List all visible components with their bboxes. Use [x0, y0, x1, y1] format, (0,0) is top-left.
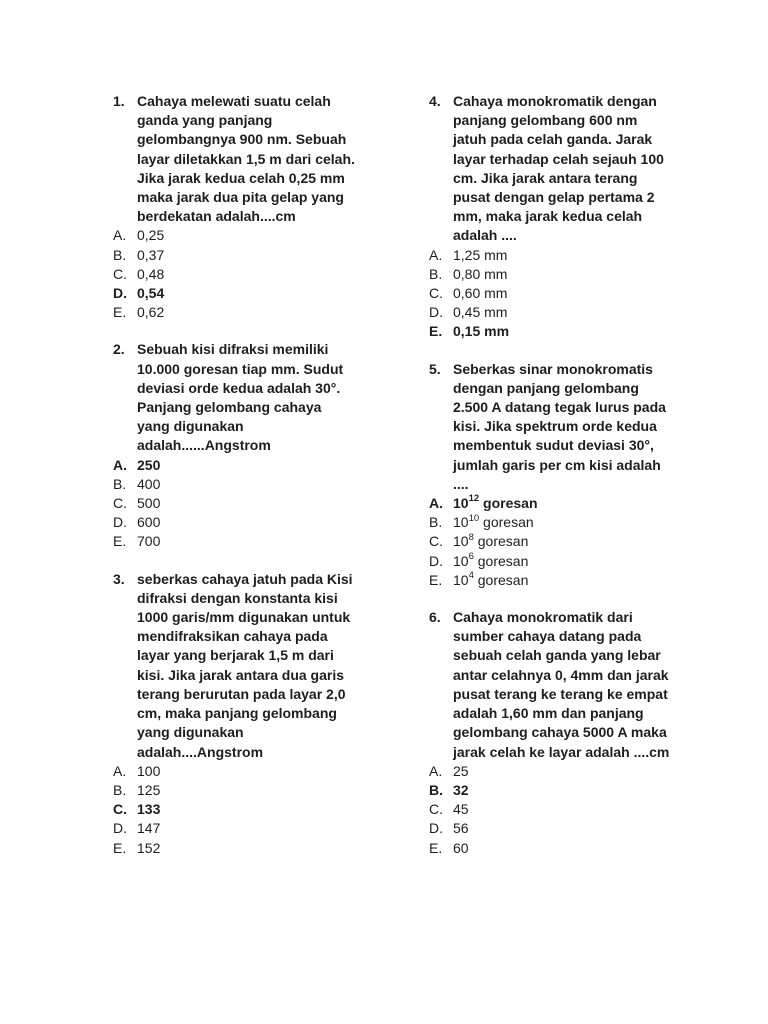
option-row-3e: [113, 839, 357, 858]
option-row-5d: [429, 552, 673, 571]
option-value-exponent: 10: [468, 512, 480, 524]
option-letter: A.: [429, 762, 443, 779]
option-row-4c: [429, 284, 673, 303]
option-value-base: 10: [453, 495, 469, 512]
question-2-head: [113, 340, 357, 455]
option-value-exponent: 4: [468, 570, 474, 582]
option-row-2d: [113, 513, 357, 532]
option-row-1a: [113, 226, 357, 245]
question-4: [429, 92, 673, 342]
option-value: 0,62: [137, 304, 165, 321]
option-letter: B.: [429, 265, 443, 282]
option-row-2a-correct: [113, 456, 357, 475]
option-row-5e: [429, 571, 673, 590]
option-value-base: 10: [453, 514, 469, 531]
option-letter: E.: [429, 571, 443, 588]
option-value: 32: [453, 781, 469, 798]
option-row-2b: [113, 475, 357, 494]
question-5: [429, 360, 673, 590]
option-value: 500: [137, 495, 161, 512]
option-row-4e-correct: [429, 322, 673, 341]
option-letter: D.: [113, 285, 127, 302]
option-letter: D.: [113, 514, 127, 531]
option-letter: D.: [113, 820, 127, 837]
question-5-head: [429, 360, 673, 494]
option-letter: B.: [113, 781, 127, 798]
option-letter: C.: [429, 533, 443, 550]
question-text: Cahaya monokromatik dari sumber cahaya datang pada sebuah celah ganda yang lebar antar celahnya 0, 4mm dan jarak pusat terang ke terang ke empat adalah 1,60 mm dan panjang gelombang cahaya 5000 A maka jarak celah ke layar adalah ....cm: [453, 609, 670, 760]
option-value-suffix: goresan: [473, 533, 529, 550]
question-3-head: [113, 570, 357, 762]
option-value: 600: [137, 514, 161, 531]
option-value-base: 10: [453, 552, 469, 569]
option-value-exponent: 6: [468, 551, 474, 563]
option-letter: B.: [429, 514, 443, 531]
question-6-head: [429, 608, 673, 762]
question-6: [429, 608, 673, 858]
option-value: 0,37: [137, 246, 165, 263]
question-1: [113, 92, 357, 322]
option-row-1b: [113, 246, 357, 265]
question-number: 6.: [429, 609, 441, 626]
question-text: Cahaya melewati suatu celah ganda yang panjang gelombangnya 900 nm. Sebuah layar diletakkan 1,5 m dari celah. Jika jarak kedua celah 0,25 mm maka jarak dua pita gelap yang berdekatan adalah....cm: [137, 93, 355, 225]
option-letter: C.: [429, 285, 443, 302]
option-value: 0,15 mm: [453, 323, 510, 340]
option-letter: E.: [113, 533, 127, 550]
option-value: 56: [453, 820, 469, 837]
question-number: 5.: [429, 360, 441, 377]
question-3: [113, 570, 357, 858]
question-number: 4.: [429, 93, 441, 109]
option-row-6d: [429, 819, 673, 838]
option-row-6e: [429, 839, 673, 858]
option-value: [453, 552, 673, 571]
option-letter: A.: [113, 227, 127, 244]
option-value: 0,80 mm: [453, 265, 508, 282]
option-row-3b: [113, 781, 357, 800]
option-letter: D.: [429, 304, 443, 321]
option-value: 1,25 mm: [453, 246, 508, 263]
option-letter: C.: [113, 801, 127, 818]
option-letter: C.: [113, 265, 127, 282]
option-value: 125: [137, 781, 161, 798]
option-value: 152: [137, 839, 161, 856]
option-row-2e: [113, 532, 357, 551]
option-value-base: 10: [453, 533, 469, 550]
option-value-suffix: goresan: [479, 495, 538, 512]
two-column-layout: [113, 92, 673, 876]
question-text: seberkas cahaya jatuh pada Kisi difraksi dengan konstanta kisi 1000 garis/mm digunakan untuk mendifraksikan cahaya pada layar yang berjarak 1,5 m dari kisi. Jika jarak antara dua garis terang berurutan pada layar 2,0 cm, maka panjang gelombang yang digunakan adalah....Angstrom: [137, 570, 353, 760]
option-row-5b: [429, 513, 673, 532]
option-value: 45: [453, 801, 469, 818]
option-letter: A.: [113, 762, 127, 779]
option-row-5c: [429, 532, 673, 551]
option-value: 0,60 mm: [453, 285, 508, 302]
option-value-base: 10: [453, 571, 469, 588]
option-value: 60: [453, 839, 469, 856]
option-letter: B.: [113, 475, 127, 492]
option-value: 25: [453, 762, 469, 779]
option-row-3a: [113, 762, 357, 781]
question-text: Seberkas sinar monokromatis dengan panjang gelombang 2.500 A datang tegak lurus pada kisi. Jika spektrum orde kedua membentuk sudut deviasi 30°, jumlah garis per cm kisi adalah ....: [453, 360, 666, 492]
option-row-4b: [429, 265, 673, 284]
option-value: 147: [137, 820, 161, 837]
option-row-1e: [113, 303, 357, 322]
option-value: 0,54: [137, 285, 165, 302]
right-column: [429, 92, 673, 876]
question-number: 1.: [113, 93, 125, 109]
option-row-6b-correct: [429, 781, 673, 800]
option-letter: B.: [429, 781, 443, 798]
option-value-suffix: goresan: [479, 514, 534, 531]
option-letter: B.: [113, 246, 127, 263]
option-value: 133: [137, 801, 161, 818]
option-value: [453, 532, 673, 551]
option-value: 700: [137, 533, 161, 550]
option-letter: A.: [113, 456, 127, 473]
option-row-6c: [429, 800, 673, 819]
option-value: 100: [137, 762, 161, 779]
question-number: 3.: [113, 570, 125, 587]
option-value: 400: [137, 475, 161, 492]
option-letter: C.: [429, 801, 443, 818]
option-value: [453, 513, 673, 532]
left-column: [113, 92, 357, 876]
option-row-2c: [113, 494, 357, 513]
question-text: Cahaya monokromatik dengan panjang gelombang 600 nm jatuh pada celah ganda. Jarak layar terhadap celah sejauh 100 cm. Jika jarak antara terang pusat dengan gelap pertama 2 mm, maka jarak kedua celah adalah ....: [453, 93, 664, 244]
question-4-head: [429, 92, 673, 246]
option-letter: E.: [429, 839, 443, 856]
option-value-exponent: 8: [468, 531, 474, 543]
question-1-head: [113, 92, 357, 226]
question-number: 2.: [113, 341, 125, 358]
option-letter: D.: [429, 820, 443, 837]
option-row-4a: [429, 246, 673, 265]
option-row-1c: [113, 265, 357, 284]
option-value-suffix: goresan: [473, 552, 529, 569]
question-text: Sebuah kisi difraksi memiliki 10.000 goresan tiap mm. Sudut deviasi orde kedua adalah 30°. Panjang gelombang cahaya yang digunakan adalah......Angstrom: [137, 341, 344, 454]
option-value: 0,45 mm: [453, 304, 508, 321]
option-value: 250: [137, 456, 161, 473]
option-letter: A.: [429, 495, 443, 512]
option-value-suffix: goresan: [473, 571, 529, 588]
option-row-6a: [429, 762, 673, 781]
option-row-3d: [113, 819, 357, 838]
option-letter: C.: [113, 495, 127, 512]
option-row-4d: [429, 303, 673, 322]
option-value: [453, 571, 673, 590]
option-row-5a-correct: [429, 494, 673, 513]
option-letter: D.: [429, 552, 443, 569]
option-value: [453, 494, 673, 513]
option-row-3c-correct: [113, 800, 357, 819]
option-letter: E.: [113, 304, 127, 321]
question-2: [113, 340, 357, 551]
option-value-exponent: 12: [468, 493, 480, 505]
option-value: 0,48: [137, 265, 165, 282]
option-value: 0,25: [137, 227, 165, 244]
option-letter: A.: [429, 246, 443, 263]
option-row-1d-correct: [113, 284, 357, 303]
option-letter: E.: [113, 839, 127, 856]
option-letter: E.: [429, 323, 443, 340]
